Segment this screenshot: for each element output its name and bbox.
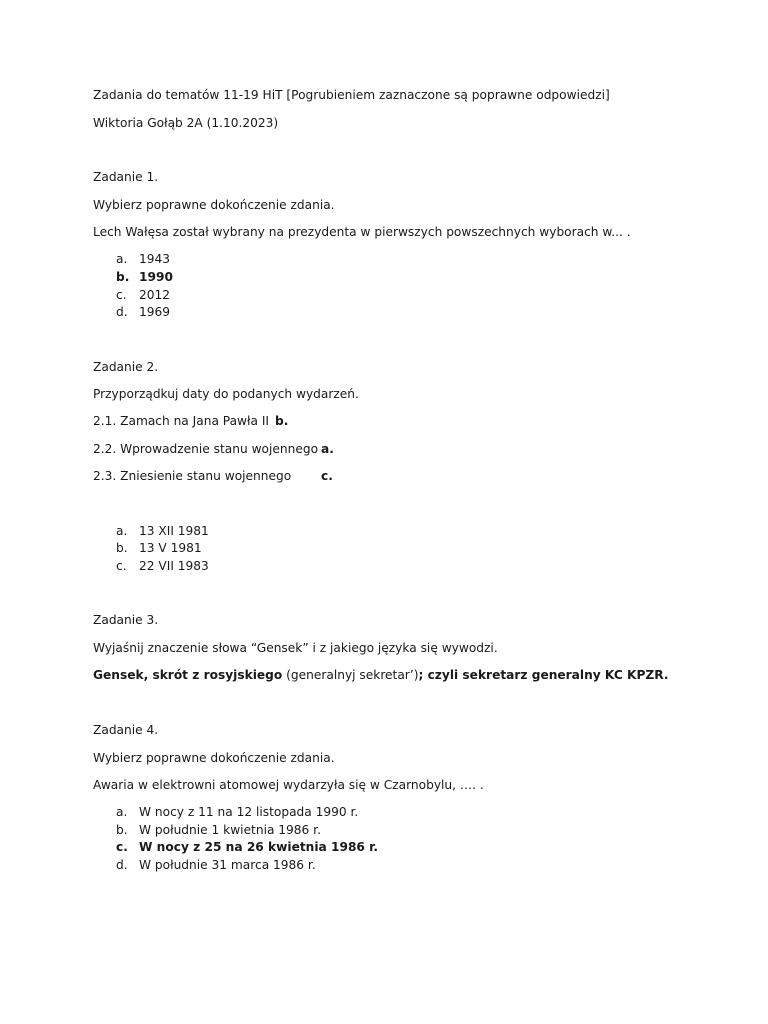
option-text: 22 VII 1983: [139, 559, 209, 573]
task2-instruction: Przyporządkuj daty do podanych wydarzeń.: [93, 387, 359, 401]
task4-instruction: Wybierz poprawne dokończenie zdania.: [93, 751, 335, 765]
task3-heading: Zadanie 3.: [93, 613, 159, 627]
task2-item-2-answer: a.: [321, 442, 334, 456]
option-text: 13 V 1981: [139, 541, 202, 555]
task3-question: Wyjaśnij znaczenie słowa “Gensek” i z jakiego języka się wywodzi.: [93, 641, 498, 655]
option-label: d.: [116, 305, 128, 319]
task3-answer-bold-1: Gensek, skrót z rosyjskiego: [93, 668, 283, 682]
option-text: W południe 1 kwietnia 1986 r.: [139, 823, 321, 837]
option-label: a.: [116, 524, 128, 538]
task2-item-1: 2.1. Zamach na Jana Pawła II: [93, 414, 270, 428]
option-text: 1990: [139, 270, 173, 284]
task3-answer-bold-2: ; czyli sekretarz generalny KC KPZR.: [418, 668, 669, 682]
task2-item-3: 2.3. Zniesienie stanu wojennego: [93, 469, 292, 483]
document-title: Zadania do tematów 11-19 HiT [Pogrubieniem zaznaczone są poprawne odpowiedzi]: [93, 88, 610, 102]
option-text: W nocy z 11 na 12 listopada 1990 r.: [139, 805, 359, 819]
option-label: a.: [116, 252, 128, 266]
task3-answer-regular: (generalnyj sekretar’): [282, 668, 419, 682]
option-label: b.: [116, 541, 128, 555]
task2-item-3-answer: c.: [321, 469, 333, 483]
option-text: 1943: [139, 252, 171, 266]
option-text: 2012: [139, 288, 171, 302]
task1-heading: Zadanie 1.: [93, 170, 159, 184]
task1-instruction: Wybierz poprawne dokończenie zdania.: [93, 198, 335, 212]
option-label: d.: [116, 858, 128, 872]
task4-question: Awaria w elektrowni atomowej wydarzyła się w Czarnobylu, …. .: [93, 778, 484, 792]
task2-heading: Zadanie 2.: [93, 360, 159, 374]
task2-item-2: 2.2. Wprowadzenie stanu wojennego: [93, 442, 319, 456]
option-label: a.: [116, 805, 128, 819]
option-text: W nocy z 25 na 26 kwietnia 1986 r.: [139, 840, 379, 854]
task3-answer: [93, 667, 668, 683]
option-text: 1969: [139, 305, 171, 319]
option-label: b.: [116, 270, 130, 284]
option-label: c.: [116, 559, 127, 573]
task4-heading: Zadanie 4.: [93, 723, 159, 737]
option-label: c.: [116, 840, 128, 854]
option-text: W południe 31 marca 1986 r.: [139, 858, 316, 872]
task1-question: Lech Wałęsa został wybrany na prezydenta w pierwszych powszechnych wyborach w... .: [93, 225, 631, 239]
option-label: b.: [116, 823, 128, 837]
option-label: c.: [116, 288, 127, 302]
option-text: 13 XII 1981: [139, 524, 209, 538]
task2-item-1-answer: b.: [275, 414, 289, 428]
document-author: Wiktoria Gołąb 2A (1.10.2023): [93, 116, 279, 130]
